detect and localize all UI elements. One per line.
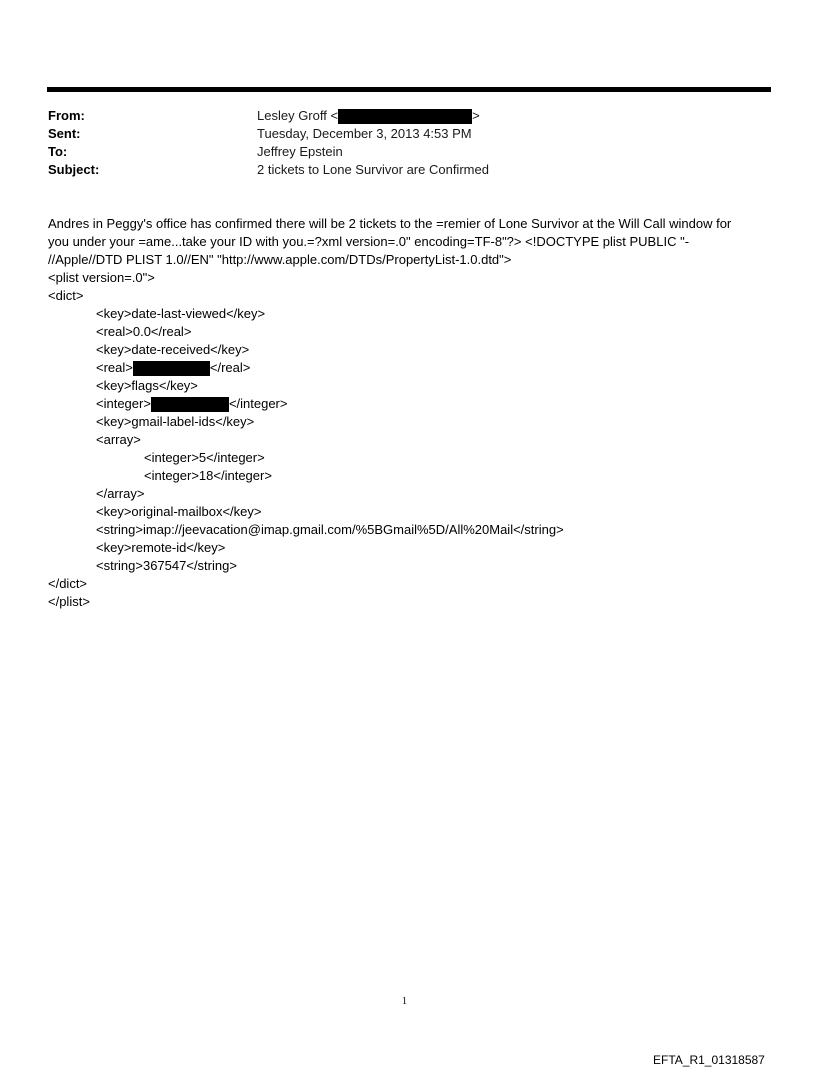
- sent-value: Tuesday, December 3, 2013 4:53 PM: [257, 126, 472, 141]
- from-label: From:: [48, 108, 85, 123]
- body-line: </dict>: [48, 576, 88, 591]
- integer-close-tag: </integer>: [228, 396, 288, 411]
- body-line: <integer>5</integer>: [144, 450, 265, 465]
- body-line-redacted: [48, 395, 778, 413]
- to-value: Jeffrey Epstein: [257, 144, 343, 159]
- real-open-tag: <real>: [96, 360, 133, 375]
- body-line: //Apple//DTD PLIST 1.0//EN" "http://www.apple.com/DTDs/PropertyList-1.0.dtd">: [48, 252, 512, 267]
- body-line: <key>gmail-label-ids</key>: [96, 414, 255, 429]
- body-line: </plist>: [48, 594, 90, 609]
- body-line: <integer>18</integer>: [144, 468, 272, 483]
- body-line: <real>0.0</real>: [96, 324, 192, 339]
- body-line: <key>date-last-viewed</key>: [96, 306, 266, 321]
- to-label: To:: [48, 144, 68, 159]
- body-line: </array>: [96, 486, 145, 501]
- body-line: you under your =ame...take your ID with you.=?xml version=.0" encoding=TF-8"?> <!DOCTYPE plist PUBLIC "-: [48, 234, 690, 249]
- redaction-box: [133, 361, 210, 376]
- body-line: <key>original-mailbox</key>: [96, 504, 262, 519]
- real-close-tag: </real>: [209, 360, 251, 375]
- from-value: [257, 107, 480, 125]
- page-number: 1: [402, 996, 407, 1007]
- body-line-redacted: [48, 359, 778, 377]
- sent-label: Sent:: [48, 126, 81, 141]
- body-line: <plist version=.0">: [48, 270, 155, 285]
- redaction-box: [151, 397, 229, 412]
- body-line: <key>flags</key>: [96, 378, 198, 393]
- body-line: Andres in Peggy's office has confirmed there will be 2 tickets to the =remier of Lone Survivor at the Will Call window for: [48, 216, 732, 231]
- from-name: Lesley Groff <: [257, 108, 339, 123]
- body-line: <string>imap://jeevacation@imap.gmail.com/%5BGmail%5D/All%20Mail</string>: [96, 522, 564, 537]
- integer-open-tag: <integer>: [96, 396, 151, 411]
- document-id: EFTA_R1_01318587: [653, 1053, 765, 1067]
- email-body: [48, 215, 778, 611]
- body-line: <array>: [96, 432, 141, 447]
- body-line: <key>date-received</key>: [96, 342, 250, 357]
- from-suffix: >: [472, 108, 480, 123]
- header-rule: [47, 87, 771, 92]
- body-line: <string>367547</string>: [96, 558, 237, 573]
- body-line: <key>remote-id</key>: [96, 540, 226, 555]
- redaction-box: [338, 109, 472, 124]
- subject-value: 2 tickets to Lone Survivor are Confirmed: [257, 162, 489, 177]
- body-line: <dict>: [48, 288, 84, 303]
- subject-label: Subject:: [48, 162, 100, 177]
